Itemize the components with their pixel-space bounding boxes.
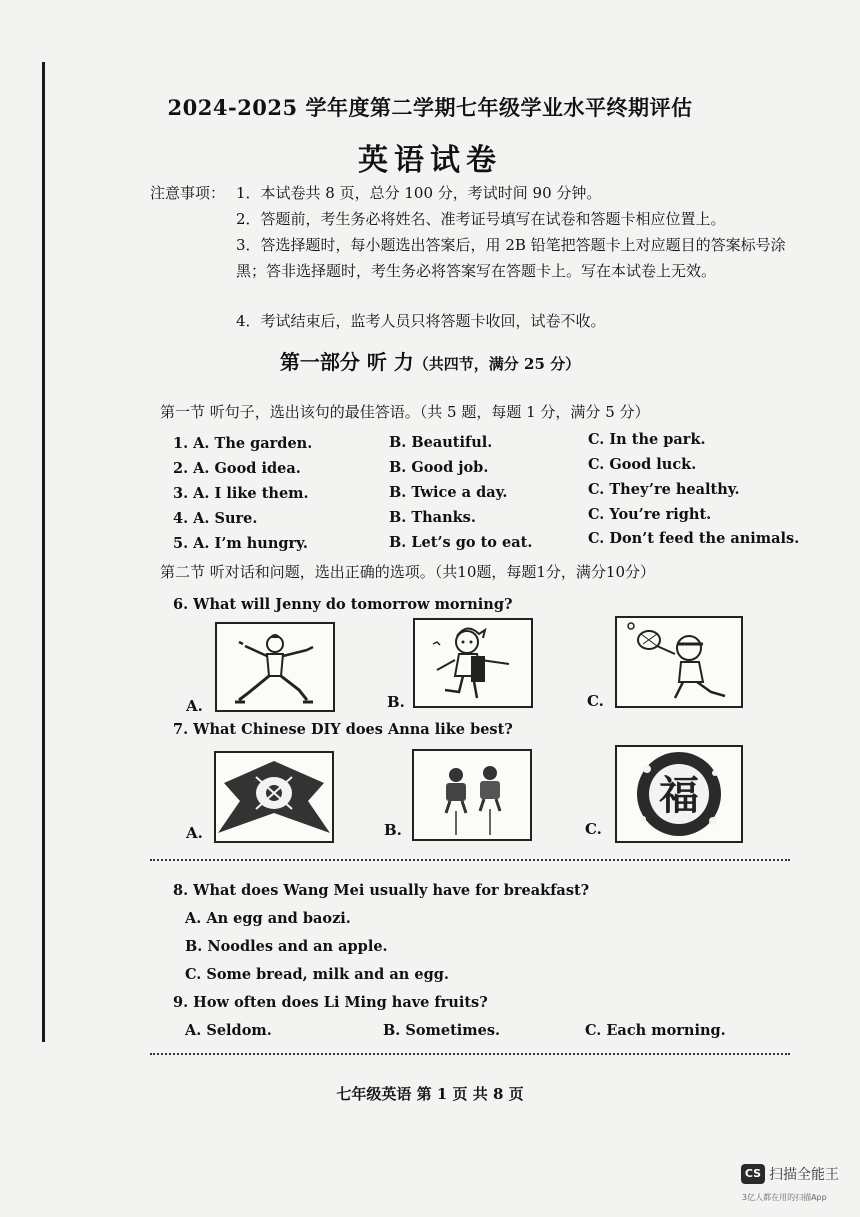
watermark-tagline: 3亿人都在用的扫描App	[742, 1193, 827, 1202]
girl-skipping-icon	[413, 618, 533, 708]
q9-option-a: A. Seldom.	[185, 1022, 272, 1039]
q1-option-b: B. Beautiful.	[389, 434, 493, 451]
q6-stem: 6. What will Jenny do tomorrow morning?	[173, 596, 513, 613]
section-one-heading: 第一节 听句子，选出该句的最佳答语。（共 5 题，每题 1 分，满分 5 分）	[160, 403, 650, 421]
part-one-note: （共四节，满分 25 分）	[413, 355, 581, 373]
q3-option-b: B. Twice a day.	[389, 484, 508, 501]
q5-option-c: C. Don’t feed the animals.	[588, 530, 800, 547]
q3-option-c: C. They’re healthy.	[588, 481, 740, 498]
exam-subtitle: 英语试卷	[358, 143, 502, 178]
q4-option-b: B. Thanks.	[389, 509, 476, 526]
dotted-divider-2	[150, 1053, 790, 1055]
notice-label: 注意事项：	[150, 184, 226, 202]
section-two-heading: 第二节 听对话和问题，选出正确的选项。（共10题，每题1分，满分10分）	[160, 563, 655, 581]
q1-option-a: 1. A. The garden.	[173, 435, 313, 452]
q8-option-c: C. Some bread, milk and an egg.	[185, 966, 449, 983]
exam-title: 2024-2025 学年度第二学期七年级学业水平终期评估	[167, 95, 693, 120]
svg-text:福: 福	[659, 772, 699, 819]
page-footer: 七年级英语 第 1 页 共 8 页	[336, 1085, 524, 1103]
q5-option-b: B. Let’s go to eat.	[389, 534, 533, 551]
q9-option-c: C. Each morning.	[585, 1022, 726, 1039]
q6-label-b: B.	[387, 693, 405, 711]
binding-margin-line	[42, 62, 45, 1042]
q8-stem: 8. What does Wang Mei usually have for breakfast?	[173, 882, 590, 899]
q2-option-c: C. Good luck.	[588, 456, 697, 473]
dough-figurines-icon	[412, 749, 532, 841]
part-one-title	[0, 346, 860, 375]
q2-option-a: 2. A. Good idea.	[173, 460, 301, 477]
watermark-name: 扫描全能王	[769, 1167, 839, 1183]
chinese-kite-icon	[214, 751, 334, 843]
q6-label-a: A.	[186, 697, 203, 715]
notice-item-2: 2．答题前，考生务必将姓名、准考证号填写在试卷和答题卡相应位置上。	[236, 210, 726, 228]
notice-item-4: 4．考试结束后，监考人员只将答题卡收回，试卷不收。	[236, 312, 606, 330]
q2-option-b: B. Good job.	[389, 459, 489, 476]
q9-stem: 9. How often does Li Ming have fruits?	[173, 994, 488, 1011]
notice-item-1: 1．本试卷共 8 页，总分 100 分，考试时间 90 分钟。	[236, 184, 602, 202]
notice-item-3: 3．答选择题时，每小题选出答案后，用 2B 铅笔把答题卡上对应题目的答案标号涂黑；答非选择题时，考生务必将答案写在答题卡上。写在本试卷上无效。	[236, 236, 786, 280]
camscanner-logo-icon: CS	[741, 1164, 765, 1184]
q7-label-b: B.	[384, 821, 402, 839]
q8-option-a: A. An egg and baozi.	[185, 910, 351, 927]
q8-option-b: B. Noodles and an apple.	[185, 938, 388, 955]
tai-chi-person-icon	[215, 622, 335, 712]
q1-option-c: C. In the park.	[588, 431, 706, 448]
q4-option-c: C. You’re right.	[588, 506, 712, 523]
q7-stem: 7. What Chinese DIY does Anna like best?	[173, 721, 513, 738]
q3-option-a: 3. A. I like them.	[173, 485, 309, 502]
q7-label-a: A.	[186, 824, 203, 842]
fu-paper-cutting-icon	[615, 745, 743, 843]
q7-label-c: C.	[585, 820, 602, 838]
badminton-player-icon	[615, 616, 743, 708]
q4-option-a: 4. A. Sure.	[173, 510, 258, 527]
dotted-divider-1	[150, 859, 790, 861]
q9-option-b: B. Sometimes.	[383, 1022, 501, 1039]
q5-option-a: 5. A. I’m hungry.	[173, 535, 308, 552]
q6-label-c: C.	[587, 692, 604, 710]
part-one-name: 第一部分 听 力	[279, 350, 414, 374]
